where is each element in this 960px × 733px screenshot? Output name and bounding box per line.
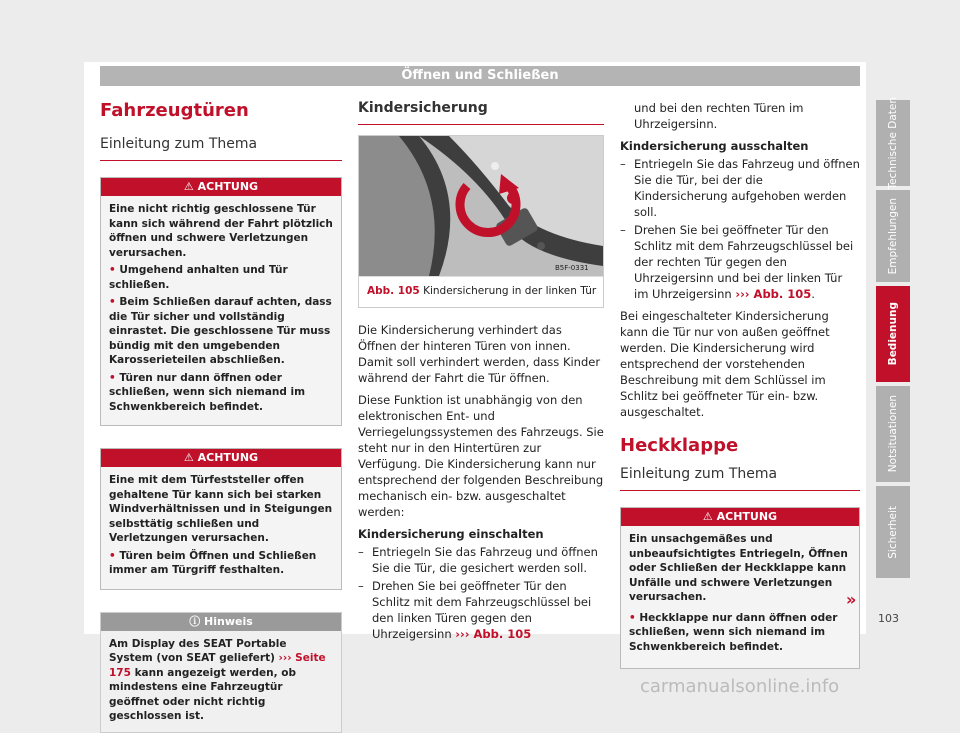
note-text: Am Display des SEAT Portable System (von SEAT geliefert) bbox=[109, 637, 287, 664]
subheading-einschalten: Kindersicherung einschalten bbox=[358, 527, 544, 541]
column-3 bbox=[620, 100, 860, 669]
list-item-text: Drehen Sie bei geöffneter Tür den Schlitz mit dem Fahrzeugschlüssel bei den linken Türen gegen den Uhrzeigersinn bbox=[372, 579, 592, 641]
bullet-icon: • bbox=[109, 296, 120, 308]
tab-label: Empfehlungen bbox=[887, 197, 899, 275]
column-2 bbox=[358, 100, 604, 648]
warning-lead: Eine nicht richtig geschlossene Tür kann sich während der Fahrt plötzlich öffnen und schwere Verletzungen verursachen. bbox=[109, 203, 333, 259]
subsection-title: Einleitung zum Thema bbox=[620, 466, 860, 491]
warning-box-2 bbox=[100, 448, 342, 590]
note-text: kann angezeigt werden, ob mindestens eine Fahrzeugtür geöffnet oder nicht richtig geschlossen ist. bbox=[109, 666, 296, 722]
steps-list bbox=[620, 156, 860, 302]
subheading-ausschalten: Kindersicherung ausschalten bbox=[620, 139, 809, 153]
list-item: – Entriegeln Sie das Fahrzeug und öffnen Sie die Tür, die gesichert werden soll. bbox=[358, 544, 604, 576]
child-lock-illustration bbox=[359, 136, 603, 276]
bullet-icon: • bbox=[109, 264, 120, 276]
tab-technische-daten[interactable] bbox=[876, 96, 910, 190]
warning-bullet bbox=[109, 295, 333, 368]
paragraph: Diese Funktion ist unabhängig von den elektronischen Ent- und Verriegelungssystemen des Fahrzeugs. Sie steht nur in den Hintertüren zur Verfügung. Die Kindersicherung kann nur entsprechend der folgenden Beschreibung mechanisch ein- bzw. ausgeschaltet werden: bbox=[358, 393, 604, 519]
tab-label: Sicherheit bbox=[887, 505, 899, 559]
door-lock-image bbox=[359, 136, 603, 276]
paragraph: Bei eingeschalteter Kindersicherung kann die Tür nur von außen geöffnet werden. Die Kindersicherung wird entsprechend der vorstehenden Beschreibung mit dem Schlüssel im Schlitz bei geöffneter Tür ein- bzw. ausgeschaltet. bbox=[620, 309, 830, 419]
tab-label: Bedienung bbox=[887, 302, 899, 366]
column-1 bbox=[100, 100, 342, 733]
warning-bullet-text: Türen nur dann öffnen oder schließen, wenn sich niemand im Schwenkbereich befindet. bbox=[109, 371, 306, 413]
chapter-tabs bbox=[876, 96, 910, 582]
bullet-icon: • bbox=[629, 611, 640, 624]
warning-triangle-icon: ⚠ bbox=[183, 180, 194, 193]
warning-triangle-icon: ⚠ bbox=[702, 510, 713, 523]
note-body bbox=[101, 631, 341, 732]
tab-label: Technische Daten bbox=[887, 96, 899, 190]
warning-bullet-text: Umgehend anhalten und Tür schließen. bbox=[109, 264, 288, 291]
warning-bullet bbox=[629, 611, 851, 655]
note-label: Hinweis bbox=[204, 614, 253, 628]
warning-bullet-text: Türen beim Öffnen und Schließen immer am Türgriff festhalten. bbox=[109, 549, 317, 576]
warning-triangle-icon: ⚠ bbox=[183, 451, 194, 464]
warning-bullet bbox=[109, 371, 333, 415]
tab-label: Notsituationen bbox=[887, 395, 899, 473]
info-icon: ⓘ bbox=[189, 614, 201, 628]
figure-caption-text: Kindersicherung in der linken Tür bbox=[423, 285, 597, 297]
image-code: B5F-0331 bbox=[555, 264, 589, 272]
tab-bedienung[interactable] bbox=[876, 286, 910, 382]
watermark: carmanualsonline.info bbox=[640, 676, 840, 697]
figure-105 bbox=[358, 135, 604, 308]
section-title-heckklappe: Heckklappe bbox=[620, 435, 739, 456]
subsection-title: Einleitung zum Thema bbox=[100, 136, 342, 161]
warning-header bbox=[101, 449, 341, 467]
warning-body bbox=[621, 526, 859, 668]
warning-bullet-text: Heckklappe nur dann öffnen oder schließen, wenn sich niemand im Schwenkbereich befindet. bbox=[629, 611, 838, 653]
note-header bbox=[101, 613, 341, 631]
tab-empfehlungen[interactable] bbox=[876, 190, 910, 282]
warning-bullet bbox=[109, 549, 333, 578]
warning-bullet-text: Beim Schließen darauf achten, dass die Tür sicher und vollständig einrastet. Die geschlossene Tür muss bündig mit den umgebenden Karosserieteilen abschließen. bbox=[109, 296, 332, 366]
paragraph-continued: und bei den rechten Türen im Uhrzeigersinn. bbox=[634, 101, 804, 131]
warning-label: ACHTUNG bbox=[197, 451, 259, 464]
tab-notsituationen[interactable] bbox=[876, 386, 910, 482]
figure-number: Abb. 105 bbox=[367, 285, 420, 297]
warning-label: ACHTUNG bbox=[716, 510, 778, 523]
page-number: 103 bbox=[878, 612, 899, 625]
list-item: – Drehen Sie bei geöffneter Tür den Schlitz mit dem Fahrzeugschlüssel bei der rechten Tür gegen den Uhrzeigersinn und bei der linken Tür im Uhrzeigersinn ››› Abb. 105. bbox=[620, 222, 860, 302]
continue-arrow-icon: » bbox=[846, 590, 857, 609]
warning-label: ACHTUNG bbox=[197, 180, 259, 193]
tab-sicherheit[interactable] bbox=[876, 486, 910, 578]
list-item-text: Drehen Sie bei geöffneter Tür den Schlitz mit dem Fahrzeugschlüssel bei der rechten Tür gegen den Uhrzeigersinn und bei der linken Tür im Uhrzeigersinn bbox=[634, 223, 854, 301]
page-reference-link[interactable]: ››› Seite 175 bbox=[109, 652, 326, 679]
section-title-kindersicherung: Kindersicherung bbox=[358, 100, 604, 125]
figure-reference-link[interactable]: ››› Abb. 105 bbox=[735, 287, 812, 301]
warning-body bbox=[101, 467, 341, 589]
steps-list bbox=[358, 544, 604, 642]
warning-lead: Ein unsachgemäßes und unbeaufsichtigtes Entriegeln, Öffnen oder Schließen der Heckklappe kann Unfälle und schwere Verletzungen verursachen. bbox=[629, 533, 848, 603]
bullet-icon: • bbox=[109, 371, 120, 384]
page-header: Öffnen und Schließen bbox=[100, 66, 860, 86]
figure-caption bbox=[359, 276, 603, 307]
bullet-icon: • bbox=[109, 549, 120, 562]
warning-box-1 bbox=[100, 177, 342, 426]
warning-box-3 bbox=[620, 507, 860, 669]
paragraph: Die Kindersicherung verhindert das Öffnen der hinteren Türen von innen. Damit soll verhindert werden, dass Kinder während der Fahrt die Tür öffnen. bbox=[358, 323, 601, 385]
list-item bbox=[358, 578, 604, 642]
warning-header bbox=[621, 508, 859, 526]
figure-reference-link[interactable]: ››› Abb. 105 bbox=[455, 627, 532, 641]
list-item: – Entriegeln Sie das Fahrzeug und öffnen Sie die Tür, bei der die Kindersicherung aufgehoben werden soll. bbox=[620, 156, 860, 220]
note-box bbox=[100, 612, 342, 733]
warning-bullet bbox=[109, 263, 333, 292]
section-title: Fahrzeugtüren bbox=[100, 100, 249, 121]
warning-body bbox=[101, 196, 341, 425]
warning-lead: Eine mit dem Türfeststeller offen gehaltene Tür kann sich bei starken Windverhältnissen und in Steigungen selbsttätig schließen und Verletzungen verursachen. bbox=[109, 474, 333, 544]
warning-header bbox=[101, 178, 341, 196]
